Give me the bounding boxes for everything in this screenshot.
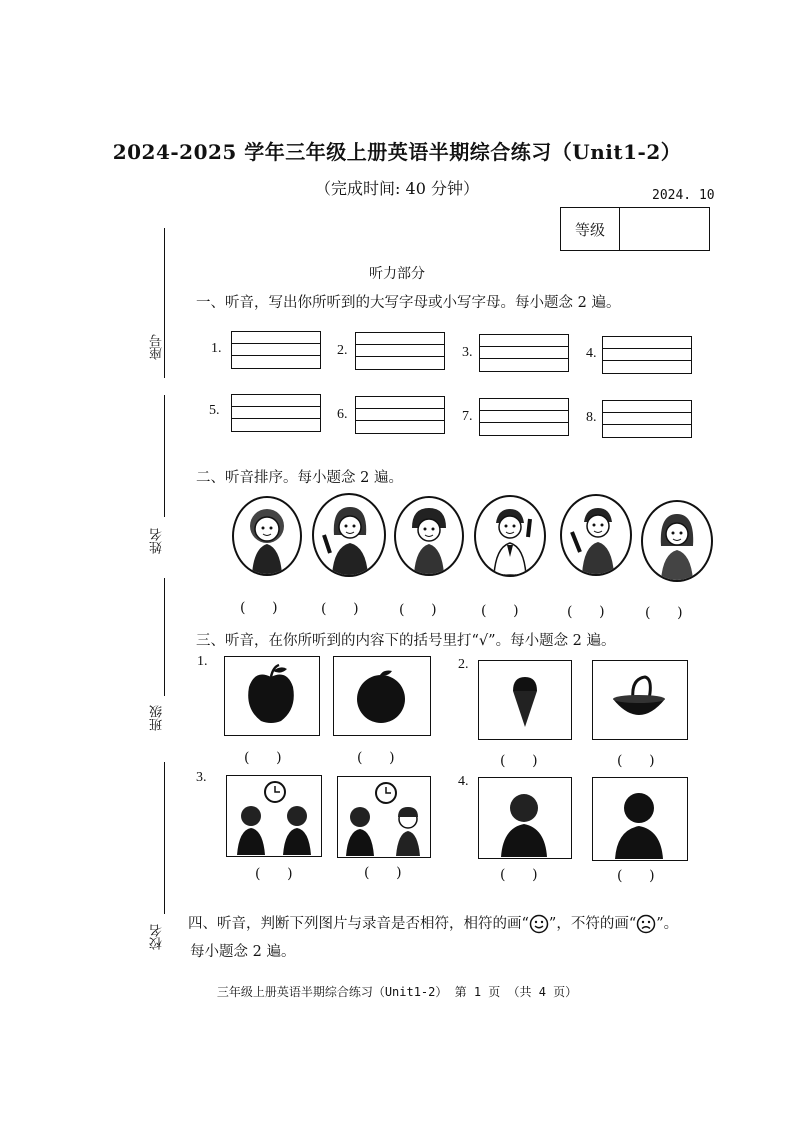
page-footer: 三年级上册英语半期综合练习（Unit1-2） 第 1 页 （共 4 页） (216, 985, 578, 999)
binding-line (164, 762, 165, 914)
q4-title (188, 912, 678, 934)
name-label: 姓名 (150, 528, 165, 554)
answer-blank[interactable]: ( ) (567, 604, 605, 620)
grade-value-field[interactable] (620, 208, 709, 250)
boy-girl-clock-picture (337, 776, 431, 858)
q3-title: 三、听音，在你所听到的内容下的括号里打“√”。每小题念 2 遍。 (196, 633, 616, 649)
letter-writing-lines[interactable] (479, 334, 569, 372)
letter-writing-lines[interactable] (479, 398, 569, 436)
letter-writing-lines[interactable] (355, 396, 445, 434)
q2-title: 二、听音排序。每小题念 2 遍。 (196, 470, 403, 486)
q4-title-line2: 每小题念 2 遍。 (190, 944, 296, 960)
grade-box (560, 207, 710, 251)
letter-writing-lines[interactable] (602, 336, 692, 374)
answer-blank[interactable]: ( ) (500, 867, 538, 883)
answer-blank[interactable]: ( ) (255, 866, 293, 882)
answer-blank[interactable]: ( ) (617, 753, 655, 769)
sad-face-icon (636, 914, 656, 934)
q3-number: 3. (196, 770, 207, 785)
time-limit: （完成时间: 40 分钟） (315, 179, 479, 198)
answer-blank[interactable]: ( ) (244, 750, 282, 766)
answer-blank[interactable]: ( ) (357, 750, 395, 766)
q3-number: 4. (458, 774, 469, 789)
binding-line (164, 395, 165, 517)
q3-number: 2. (458, 657, 469, 672)
q4-title-part3: ”。 (656, 916, 679, 932)
answer-blank[interactable]: ( ) (240, 600, 278, 616)
orange-picture (333, 656, 431, 736)
listening-section-heading: 听力部分 (369, 266, 425, 282)
girl-portrait (641, 500, 713, 582)
school-label: 校名 (150, 924, 165, 950)
q3-number: 1. (197, 654, 208, 669)
exam-title: 2024-2025 学年三年级上册英语半期综合练习（Unit1-2） (112, 140, 682, 164)
binding-line (164, 578, 165, 696)
q1-number: 8. (586, 410, 597, 425)
q1-number: 1. (211, 341, 222, 356)
q4-title-part2: ”，不符的画“ (548, 916, 637, 932)
answer-blank[interactable]: ( ) (321, 601, 359, 617)
answer-blank[interactable]: ( ) (645, 605, 683, 621)
q1-number: 7. (462, 409, 473, 424)
q1-number: 3. (462, 345, 473, 360)
girl-portrait (232, 496, 302, 576)
letter-writing-lines[interactable] (231, 331, 321, 369)
girl-portrait (394, 496, 464, 576)
seat-label: 座号 (150, 334, 165, 360)
apple-picture (224, 656, 320, 736)
boy-waving-portrait (560, 494, 632, 576)
answer-blank[interactable]: ( ) (481, 603, 519, 619)
two-girls-clock-picture (226, 775, 322, 857)
q1-number: 2. (337, 343, 348, 358)
answer-blank[interactable]: ( ) (399, 602, 437, 618)
q1-number: 6. (337, 407, 348, 422)
woman-waving-portrait (312, 493, 386, 577)
q1-number: 4. (586, 346, 597, 361)
letter-writing-lines[interactable] (602, 400, 692, 438)
smiley-face-icon (529, 914, 549, 934)
boy-back-picture (592, 777, 688, 861)
exam-date: 2024. 10 (652, 188, 715, 203)
letter-writing-lines[interactable] (231, 394, 321, 432)
noodles-picture (592, 660, 688, 740)
boy-waving-portrait (474, 495, 546, 577)
q1-number: 5. (209, 403, 220, 418)
q4-title-part1: 四、听音，判断下列图片与录音是否相符，相符的画“ (188, 916, 529, 932)
answer-blank[interactable]: ( ) (500, 753, 538, 769)
class-label: 班级 (150, 705, 165, 731)
boy-front-picture (478, 777, 572, 859)
letter-writing-lines[interactable] (355, 332, 445, 370)
ice-cream-picture (478, 660, 572, 740)
q1-title: 一、听音，写出你所听到的大写字母或小写字母。每小题念 2 遍。 (196, 295, 621, 311)
answer-blank[interactable]: ( ) (364, 865, 402, 881)
answer-blank[interactable]: ( ) (617, 868, 655, 884)
grade-label: 等级 (561, 208, 620, 250)
